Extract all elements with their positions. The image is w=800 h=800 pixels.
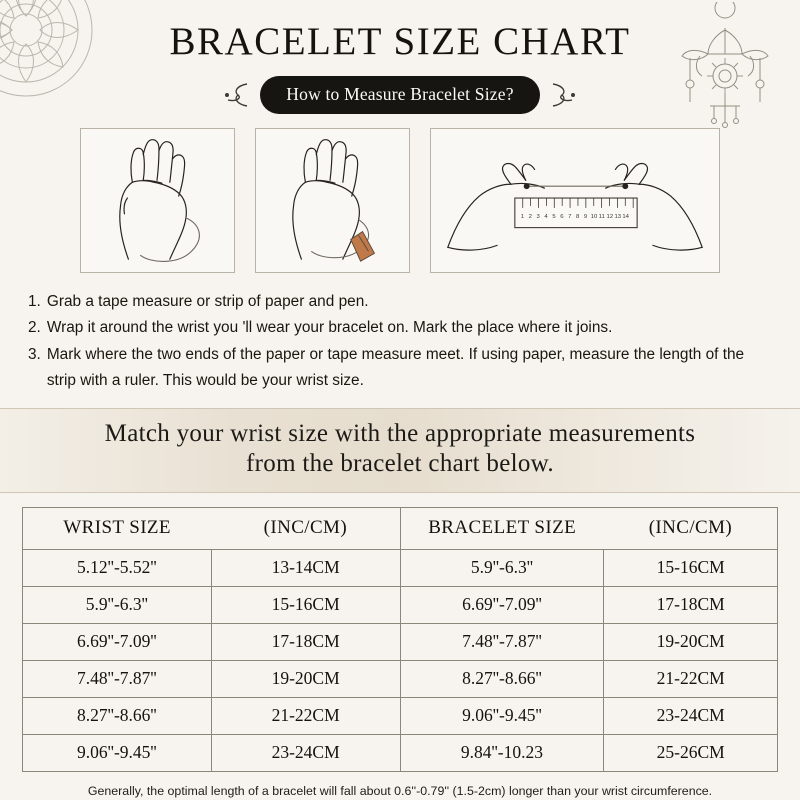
cell-wrist-cm: 23-24CM	[211, 734, 400, 771]
table-row	[23, 697, 778, 734]
illustration-hand-with-tape-measure	[80, 128, 235, 273]
cell-wrist-cm: 13-14CM	[211, 549, 400, 586]
illustration-hand-with-paper-strip	[255, 128, 410, 273]
cell-bracelet-cm: 21-22CM	[604, 660, 778, 697]
size-table	[22, 507, 778, 772]
table-row	[23, 734, 778, 771]
cell-bracelet-in: 5.9''-6.3''	[400, 549, 604, 586]
svg-text:14: 14	[622, 213, 629, 220]
cell-bracelet-cm: 19-20CM	[604, 623, 778, 660]
cell-bracelet-cm: 17-18CM	[604, 586, 778, 623]
svg-text:1: 1	[520, 213, 525, 220]
cell-bracelet-cm: 25-26CM	[604, 734, 778, 771]
cell-bracelet-in: 8.27''-8.66''	[400, 660, 604, 697]
subtitle-pill: How to Measure Bracelet Size?	[260, 76, 539, 114]
banner-line-1: Match your wrist size with the appropriate measurements	[104, 419, 696, 447]
svg-text:4: 4	[544, 213, 548, 220]
table-row	[23, 586, 778, 623]
header-bracelet-unit: (INC/CM)	[604, 507, 778, 549]
cell-wrist-in: 5.9''-6.3''	[23, 586, 212, 623]
size-table-wrapper	[22, 507, 778, 772]
step-text: Mark where the two ends of the paper or tape measure meet. If using paper, measure the length of the strip with a ruler. This would be your wrist size.	[46, 345, 745, 390]
cell-wrist-in: 8.27''-8.66''	[23, 697, 212, 734]
svg-text:6: 6	[560, 213, 564, 220]
banner-line-2: from the bracelet chart below.	[246, 450, 554, 478]
cell-bracelet-cm: 15-16CM	[604, 549, 778, 586]
header-bracelet-size: BRACELET SIZE	[400, 507, 604, 549]
table-row	[23, 623, 778, 660]
list-item	[28, 342, 776, 395]
cell-bracelet-in: 7.48''-7.87''	[400, 623, 604, 660]
cell-wrist-in: 9.06''-9.45''	[23, 734, 212, 771]
svg-text:11: 11	[598, 213, 605, 220]
step-number: 3.	[28, 345, 41, 363]
cell-wrist-cm: 21-22CM	[211, 697, 400, 734]
table-header-row	[23, 507, 778, 549]
flourish-left-icon	[224, 80, 250, 110]
step-text: Wrap it around the wrist you 'll wear your bracelet on. Mark the place where it joins.	[46, 319, 613, 337]
cell-bracelet-in: 9.06''-9.45''	[400, 697, 604, 734]
step-number: 1.	[28, 293, 41, 310]
illustration-measuring-strip-with-ruler	[430, 128, 720, 273]
list-item	[28, 315, 776, 341]
cell-wrist-in: 7.48''-7.87''	[23, 660, 212, 697]
page-title: BRACELET SIZE CHART	[169, 20, 631, 63]
steps-list	[0, 289, 800, 395]
cell-wrist-cm: 19-20CM	[211, 660, 400, 697]
list-item	[28, 289, 776, 315]
step-number: 2.	[28, 319, 41, 337]
hand-tape-icon	[81, 129, 234, 272]
cell-bracelet-cm: 23-24CM	[604, 697, 778, 734]
header-wrist-unit: (INC/CM)	[211, 507, 400, 549]
flourish-right-icon	[550, 80, 576, 110]
cell-wrist-cm: 17-18CM	[211, 623, 400, 660]
illustration-row	[0, 128, 800, 273]
hands-ruler-icon	[431, 129, 719, 272]
table-row	[23, 549, 778, 586]
hand-paper-icon	[256, 129, 409, 272]
svg-text:7: 7	[568, 213, 572, 220]
match-banner	[0, 408, 800, 493]
cell-bracelet-in: 6.69''-7.09''	[400, 586, 604, 623]
svg-text:3: 3	[536, 213, 540, 220]
svg-text:13: 13	[614, 213, 622, 220]
step-text: Grab a tape measure or strip of paper and pen.	[46, 293, 369, 310]
svg-text:12: 12	[606, 213, 614, 220]
table-row	[23, 660, 778, 697]
footnote: Generally, the optimal length of a bracelet will fall about 0.6''-0.79'' (1.5-2cm) longer than your wrist circumference.	[87, 783, 713, 798]
header-wrist-size: WRIST SIZE	[23, 507, 212, 549]
cell-wrist-in: 6.69''-7.09''	[23, 623, 212, 660]
svg-text:9: 9	[583, 213, 588, 220]
cell-wrist-in: 5.12''-5.52''	[23, 549, 212, 586]
cell-wrist-cm: 15-16CM	[211, 586, 400, 623]
svg-text:2: 2	[528, 213, 532, 220]
subtitle-row	[0, 76, 800, 114]
svg-text:10: 10	[590, 213, 598, 220]
svg-text:5: 5	[552, 213, 556, 220]
svg-text:8: 8	[575, 213, 580, 220]
cell-bracelet-in: 9.84''-10.23	[400, 734, 604, 771]
